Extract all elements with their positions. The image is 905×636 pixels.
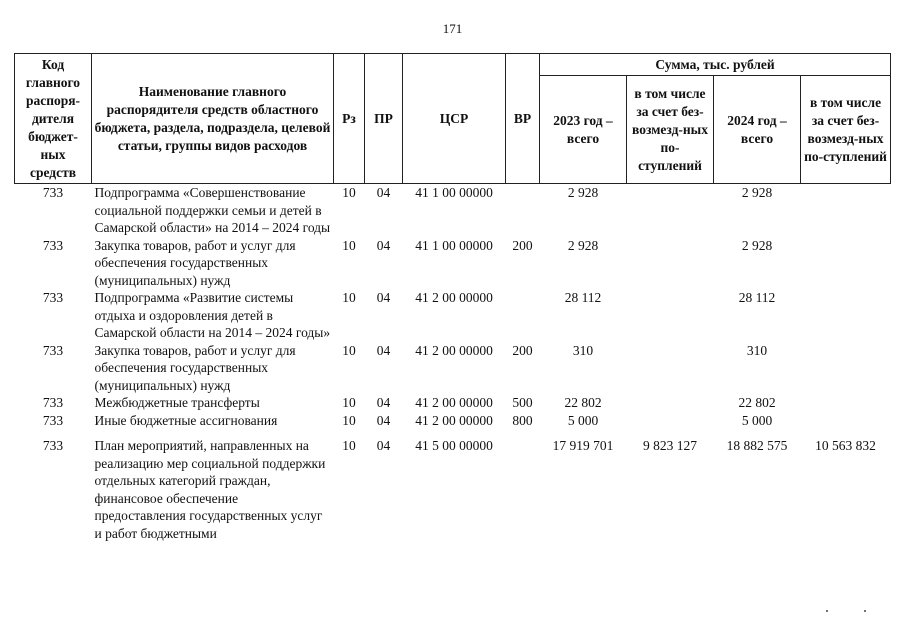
table-row xyxy=(15,237,891,290)
table-body xyxy=(15,184,891,543)
cell-vr: 200 xyxy=(512,342,533,358)
cell-vr xyxy=(506,289,540,342)
cell-csr: 41 1 00 00000 xyxy=(415,185,493,200)
cell-name: Подпрограмма «Совершенствование социальной поддержки семьи и детей в Самарской области» на 2014 – 2024 годы xyxy=(94,185,331,235)
cell-2024-total: 18 882 575 xyxy=(726,438,788,453)
cell-2023-free xyxy=(627,289,714,342)
cell-rz: 10 xyxy=(342,395,356,410)
cell-rz: 10 xyxy=(342,412,356,428)
table-row xyxy=(15,342,891,395)
cell-pr: 04 xyxy=(376,290,391,305)
cell-2024-total: 28 112 xyxy=(738,290,776,305)
cell-csr: 41 2 00 00000 xyxy=(415,290,493,305)
cell-2023-free xyxy=(627,412,714,430)
cell-2024-free xyxy=(801,412,891,430)
table-row xyxy=(15,289,891,342)
cell-rz: 10 xyxy=(342,342,356,358)
cell-name: Закупка товаров, работ и услуг для обеспечения государственных (муниципальных) нужд xyxy=(94,237,296,288)
cell-name: Иные бюджетные ассигнования xyxy=(94,412,278,428)
cell-2023-total: 22 802 xyxy=(564,395,602,410)
table-row xyxy=(15,412,891,430)
cell-code: 733 xyxy=(42,290,64,305)
cell-name: Подпрограмма «Развитие системы отдыха и оздоровления детей в Самарской области на 2014 – 2024 годы» xyxy=(94,290,331,340)
cell-code: 733 xyxy=(42,342,64,358)
cell-2023-total: 28 112 xyxy=(564,290,602,305)
header-csr: ЦСР xyxy=(403,54,506,184)
cell-vr: 500 xyxy=(512,395,533,410)
header-sum: Сумма, тыс. рублей xyxy=(540,54,891,76)
cell-2023-free xyxy=(627,342,714,395)
table-header xyxy=(15,54,891,184)
cell-2024-total: 5 000 xyxy=(741,412,773,428)
cell-2023-total: 2 928 xyxy=(567,185,599,200)
cell-code: 733 xyxy=(42,395,64,410)
header-code: Код главного распоря-дителя бюджет-ных средств xyxy=(15,54,92,184)
scan-artifact xyxy=(864,610,866,612)
header-2023-free: в том числе за счет без-возмезд-ных по-ступлений xyxy=(627,76,714,184)
cell-name: Закупка товаров, работ и услуг для обеспечения государственных (муниципальных) нужд xyxy=(94,342,296,393)
cell-csr: 41 2 00 00000 xyxy=(415,395,493,410)
cell-pr: 04 xyxy=(376,342,391,358)
table-row xyxy=(15,437,891,542)
cell-2024-total: 22 802 xyxy=(738,395,776,410)
table-row xyxy=(15,184,891,237)
cell-pr: 04 xyxy=(376,237,391,253)
header-2024-free: в том числе за счет без-возмезд-ных по-ступлений xyxy=(801,76,891,184)
cell-2023-free xyxy=(627,394,714,412)
cell-2023-free xyxy=(627,184,714,237)
cell-rz: 10 xyxy=(342,438,356,453)
scan-artifact xyxy=(826,610,828,612)
header-rz: Рз xyxy=(334,54,365,184)
cell-csr: 41 2 00 00000 xyxy=(415,412,493,428)
header-name: Наименование главного распорядителя средств областного бюджета, раздела, подраздела, целевой статьи, группы видов расходов xyxy=(92,54,334,184)
cell-2024-free xyxy=(801,342,891,395)
cell-code: 733 xyxy=(42,412,64,428)
cell-2024-free: 10 563 832 xyxy=(815,438,876,453)
header-pr: ПР xyxy=(365,54,403,184)
cell-2024-total: 2 928 xyxy=(741,185,773,200)
cell-vr xyxy=(506,437,540,542)
cell-2024-free xyxy=(801,289,891,342)
cell-vr xyxy=(506,184,540,237)
cell-2023-total: 5 000 xyxy=(567,412,599,428)
cell-2023-total: 17 919 701 xyxy=(552,438,614,453)
row-spacer xyxy=(15,429,891,437)
cell-rz: 10 xyxy=(342,185,356,200)
cell-name: Межбюджетные трансферты xyxy=(94,395,260,410)
cell-2024-total: 2 928 xyxy=(741,237,773,253)
cell-2024-free xyxy=(801,394,891,412)
cell-rz: 10 xyxy=(342,290,356,305)
cell-vr: 200 xyxy=(512,237,533,253)
cell-code: 733 xyxy=(42,185,64,200)
cell-csr: 41 5 00 00000 xyxy=(415,438,493,453)
cell-2024-free xyxy=(801,237,891,290)
cell-name: План мероприятий, направленных на реализацию мер социальной поддержки отдельных категорий граждан, финансовое обеспечение предоставления государственных услуг и работ бюджетными xyxy=(94,438,326,541)
cell-pr: 04 xyxy=(376,412,391,428)
cell-pr: 04 xyxy=(376,438,391,453)
cell-code: 733 xyxy=(42,438,64,453)
cell-2023-total: 310 xyxy=(572,342,594,358)
cell-vr: 800 xyxy=(512,412,533,428)
cell-pr: 04 xyxy=(376,395,391,410)
cell-csr: 41 1 00 00000 xyxy=(415,237,493,253)
table-row xyxy=(15,394,891,412)
header-2023-total: 2023 год – всего xyxy=(540,76,627,184)
cell-2023-free: 9 823 127 xyxy=(643,438,697,453)
page-number: 171 xyxy=(442,21,463,36)
cell-2023-total: 2 928 xyxy=(567,237,599,253)
header-2024-total: 2024 год – всего xyxy=(714,76,801,184)
cell-2024-free xyxy=(801,184,891,237)
cell-2024-total: 310 xyxy=(746,342,768,358)
cell-pr: 04 xyxy=(376,185,391,200)
cell-code: 733 xyxy=(42,237,64,253)
cell-csr: 41 2 00 00000 xyxy=(415,342,493,358)
cell-rz: 10 xyxy=(342,237,356,253)
header-vr: ВР xyxy=(506,54,540,184)
budget-table xyxy=(14,53,891,542)
cell-2023-free xyxy=(627,237,714,290)
